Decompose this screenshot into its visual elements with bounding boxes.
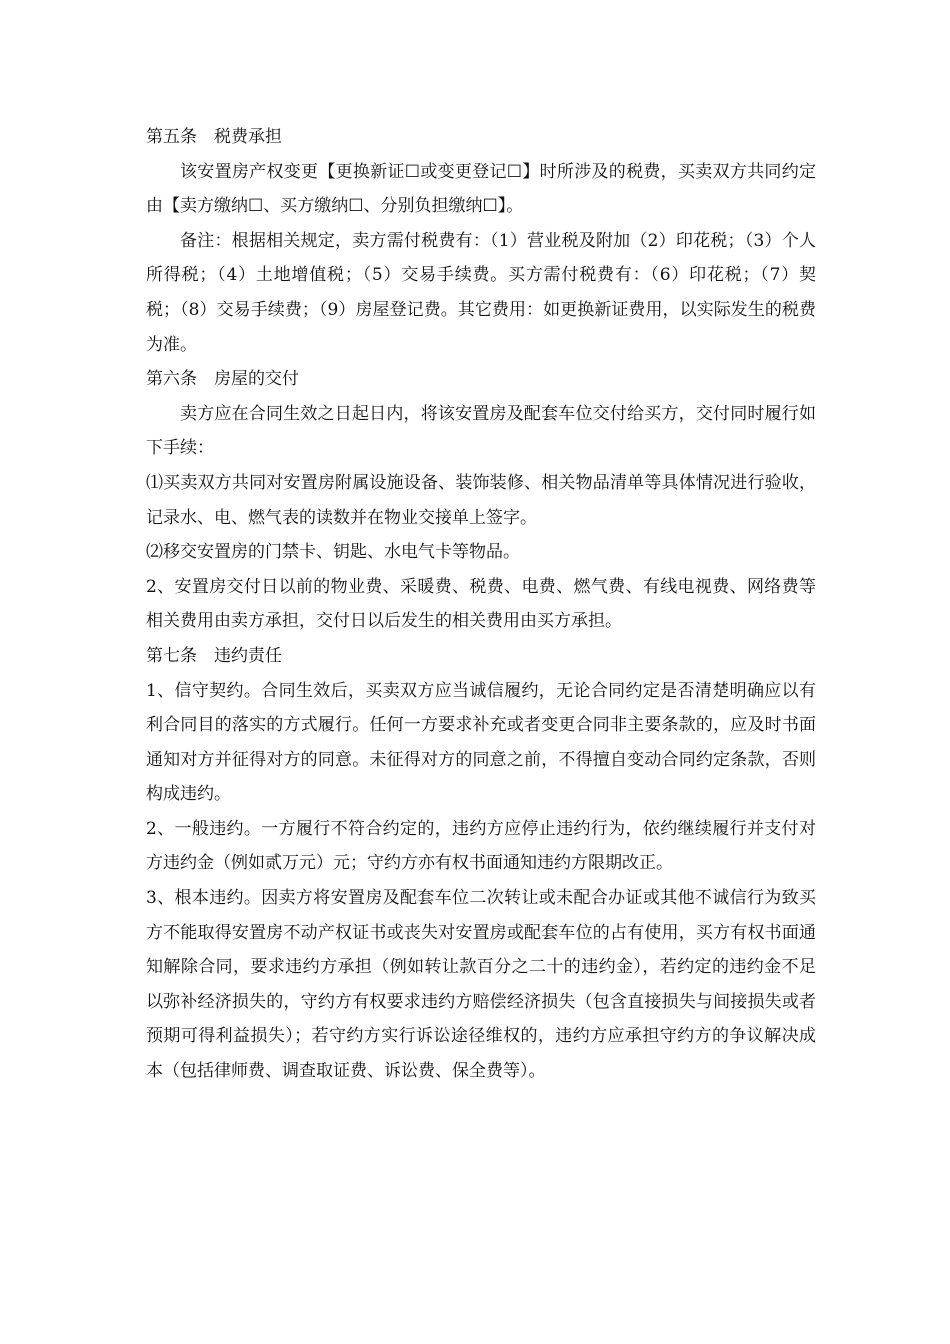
article-5-note: 备注：根据相关规定，卖方需付税费有：（1）营业税及附加（2）印花税；（3）个人所得税；（4）土地增值税；（5）交易手续费。买方需付税费有：（6）印花税；（7）契税；（8）交易手续费；（9）房屋登记费。其它费用：如更换新证费用，以实际发生的税费为准。 [146, 230, 816, 355]
article-6-item-2: ⑵移交安置房的门禁卡、钥匙、水电气卡等物品。 [146, 542, 520, 563]
article-7-heading: 第七条 违约责任 [146, 645, 282, 666]
document-body [146, 120, 816, 1089]
article-6-item-1: ⑴买卖双方共同对安置房附属设施设备、装饰装修、相关物品清单等具体情况进行验收，记录水、电、燃气表的读数并在物业交接单上签字。 [146, 472, 816, 528]
article-7-item-1: 1、信守契约。合同生效后，买卖双方应当诚信履约，无论合同约定是否清楚明确应以有利合同目的落实的方式履行。任何一方要求补充或者变更合同非主要条款的，应及时书面通知对方并征得对方的同意。未征得对方的同意之前，不得擅自变动合同约定条款，否则构成违约。 [146, 680, 816, 805]
article-6-item-fees: 2、安置房交付日以前的物业费、采暖费、税费、电费、燃气费、有线电视费、网络费等相关费用由卖方承担，交付日以后发生的相关费用由买方承担。 [146, 576, 816, 632]
article-7-item-3: 3、根本违约。因卖方将安置房及配套车位二次转让或未配合办证或其他不诚信行为致买方不能取得安置房不动产权证书或丧失对安置房或配套车位的占有使用，买方有权书面通知解除合同，要求违约方承担（例如转让款百分之二十的违约金），若约定的违约金不足以弥补经济损失的，守约方有权要求违约方赔偿经济损失（包含直接损失与间接损失或者预期可得利益损失）；若守约方实行诉讼途径维权的，违约方应承担守约方的争议解决成本（包括律师费、调查取证费、诉讼费、保全费等）。 [146, 888, 816, 1082]
article-5-heading: 第五条 税费承担 [146, 127, 282, 147]
article-6-heading: 第六条 房屋的交付 [146, 369, 299, 390]
article-5-clause: 该安置房产权变更【更换新证☐或变更登记☐】时所涉及的税费，买卖双方共同约定由【卖方缴纳☐、买方缴纳☐、分别负担缴纳☐】。 [146, 161, 816, 217]
article-6-clause: 卖方应在合同生效之日起日内，将该安置房及配套车位交付给买方，交付同时履行如下手续： [146, 403, 816, 459]
article-7-item-2: 2、一般违约。一方履行不符合约定的，违约方应停止违约行为，依约继续履行并支付对方违约金（例如贰万元）元；守约方亦有权书面通知违约方限期改正。 [146, 818, 816, 874]
